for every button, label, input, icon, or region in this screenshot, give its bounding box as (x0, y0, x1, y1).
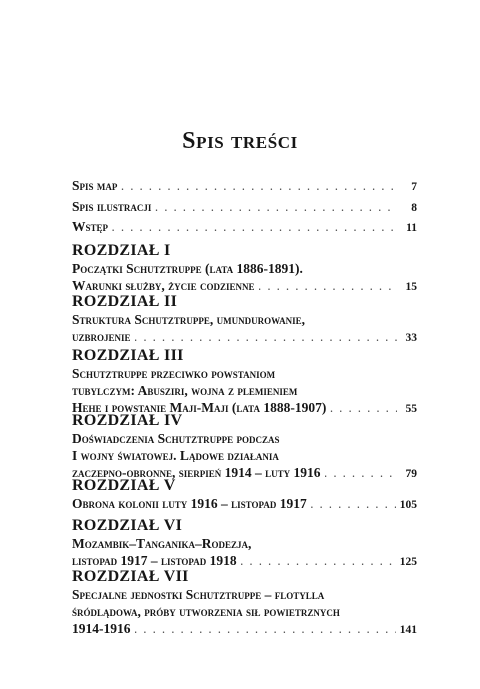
entry-label: Spis map (72, 178, 118, 193)
toc-chapter-3[interactable] (72, 346, 417, 416)
entry-page-number: 79 (405, 468, 417, 480)
chapter-title-line: Warunki służby, życie codzienne (72, 278, 255, 293)
entry-page-number: 11 (406, 222, 417, 234)
toc-entry-illustrations[interactable] (72, 198, 417, 215)
chapter-title-line: Specjalne jednostki Schutztruppe – flotylla (72, 587, 325, 602)
toc-chapter-1[interactable] (72, 241, 417, 294)
chapter-heading: ROZDZIAŁ IV (72, 412, 183, 429)
chapter-heading: ROZDZIAŁ V (72, 477, 176, 494)
entry-page-number: 8 (411, 202, 417, 214)
chapter-title-line: I wojny światowej. Lądowe działania (72, 448, 279, 463)
chapter-title-line: Obrona kolonii luty 1916 – listopad 1917 (72, 496, 307, 511)
chapter-heading: ROZDZIAŁ III (72, 347, 184, 364)
chapter-title-line: Doświadczenia Schutztruppe podczas (72, 431, 280, 446)
dot-leader (135, 330, 397, 347)
entry-page-number: 105 (399, 499, 417, 511)
page-title: Spis treści (182, 128, 298, 154)
entry-page-number: 15 (405, 281, 417, 293)
chapter-title-line: listopad 1917 – listopad 1918 (72, 553, 237, 568)
chapter-title-line: 1914-1916 (72, 621, 131, 636)
toc-chapter-2[interactable] (72, 292, 417, 345)
toc-chapter-7[interactable] (72, 567, 417, 637)
chapter-title-line: uzbrojenie (72, 329, 131, 344)
chapter-title-line: Struktura Schutztruppe, umundurowanie, (72, 312, 306, 327)
chapter-title-line: Hehe i powstanie Maji-Maji (lata 1888-1907) (72, 400, 327, 415)
chapter-title-line: Mozambik–Tanganika–Rodezja, (72, 536, 252, 551)
chapter-heading: ROZDZIAŁ VI (72, 517, 183, 534)
chapter-heading: ROZDZIAŁ VII (72, 568, 189, 585)
entry-label: Spis ilustracji (72, 199, 152, 214)
toc-chapter-4[interactable] (72, 411, 417, 481)
dot-leader (121, 179, 397, 196)
toc-chapter-5[interactable] (72, 476, 417, 512)
entry-page-number: 55 (405, 403, 417, 415)
chapter-heading: ROZDZIAŁ I (72, 242, 171, 259)
toc-entry-introduction[interactable] (72, 218, 417, 235)
chapter-heading: ROZDZIAŁ II (72, 293, 178, 310)
chapter-title-line: śródlądowa, próby utworzenia sił powietrznych (72, 604, 340, 619)
chapter-title-line: Schutztruppe przeciwko powstaniom (72, 366, 276, 381)
chapter-title-line: tubylczym: Abusziri, wojna z plemieniem (72, 383, 298, 398)
entry-label: Wstęp (72, 219, 109, 234)
dot-leader (112, 220, 397, 237)
entry-page-number: 7 (411, 181, 417, 193)
entry-page-number: 125 (399, 556, 417, 568)
entry-page-number: 33 (405, 332, 417, 344)
toc-entry-maps[interactable] (72, 177, 417, 194)
dot-leader (155, 200, 397, 217)
dot-leader (311, 497, 396, 514)
entry-page-number: 141 (399, 624, 417, 636)
dot-leader (135, 622, 396, 639)
chapter-title-line: zaczepno-obronne, sierpień 1914 – luty 1916 (72, 465, 321, 480)
chapter-title-line: Początki Schutztruppe (lata 1886-1891). (72, 261, 303, 276)
toc-chapter-6[interactable] (72, 516, 417, 569)
